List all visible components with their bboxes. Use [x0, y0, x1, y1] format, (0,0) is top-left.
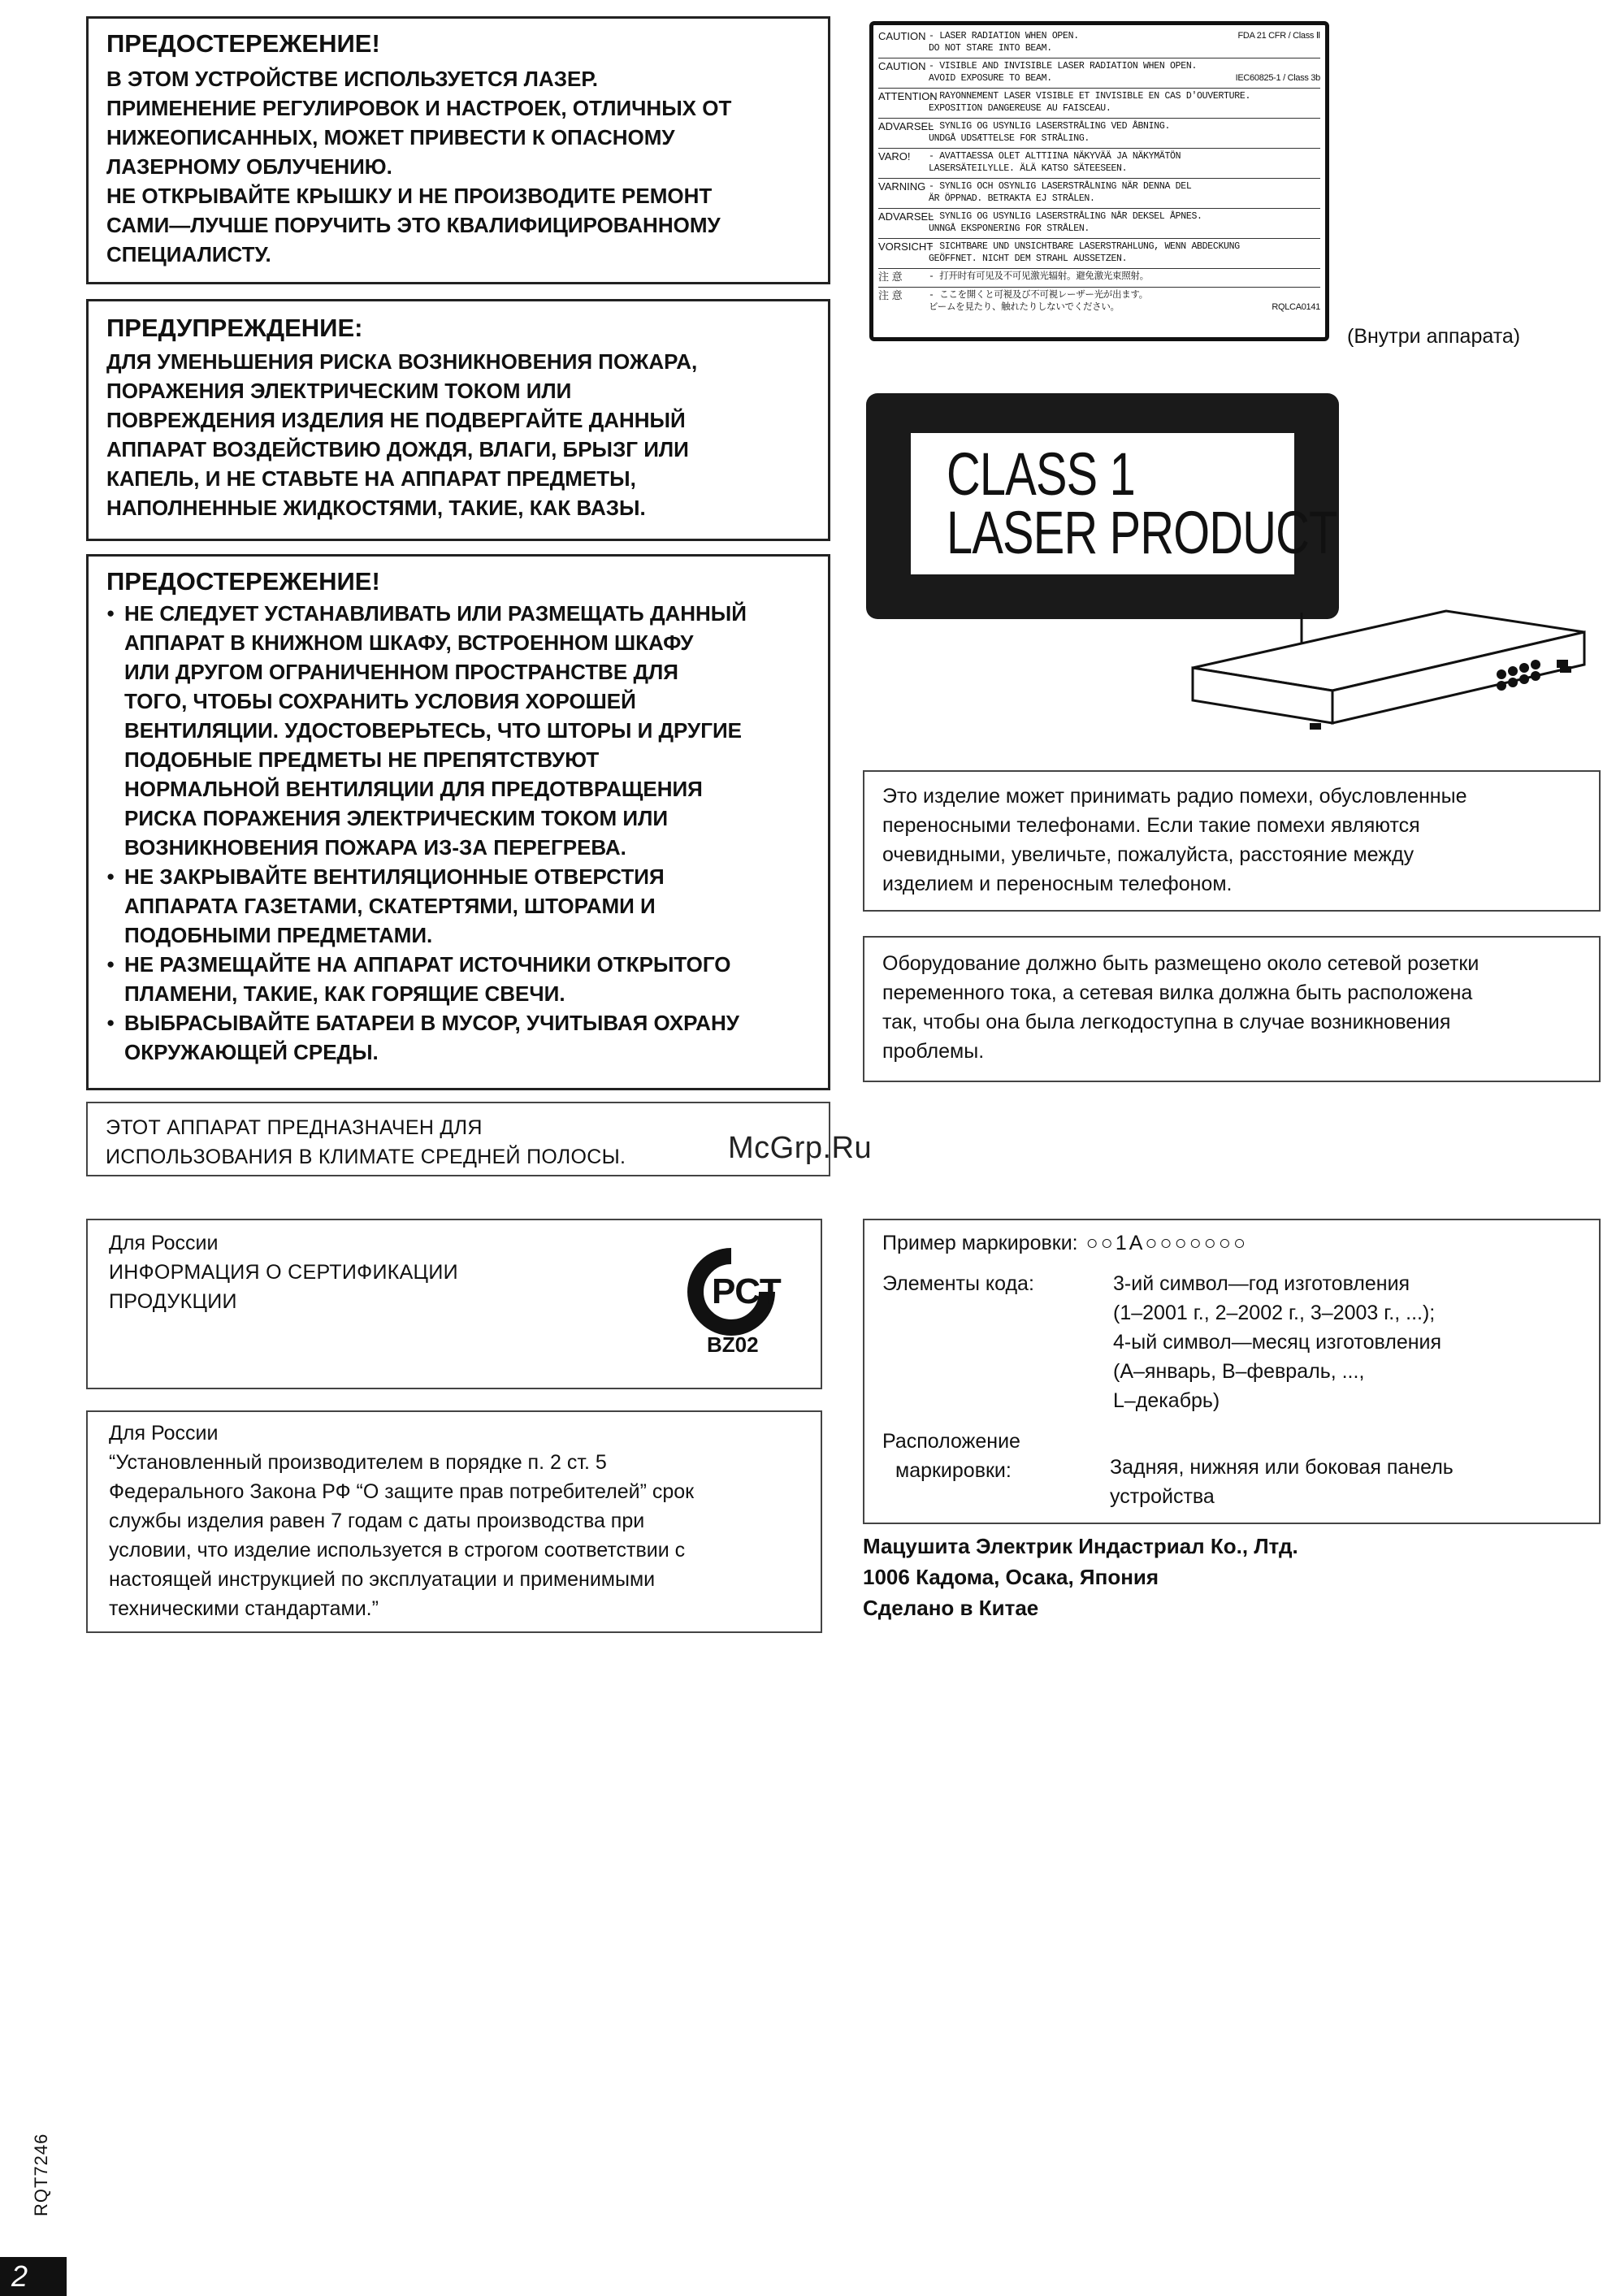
watermark: McGrp.Ru [728, 1131, 873, 1165]
laser-warning-label [869, 21, 1329, 341]
label-row: CAUTION FDA 21 CFR / Class Ⅱ - LASER RADIATION WHEN OPEN. DO NOT STARE INTO BEAM. [878, 28, 1320, 58]
socket-note: Оборудование должно быть размещено около сетевой розетки переменного тока, а сетевая вилка должна быть расположена так, чтобы она была легкодоступна в случае возникновения проблемы. [863, 936, 1601, 1082]
warning-title: ПРЕДУПРЕЖДЕНИЕ: [106, 314, 363, 342]
label-row: 注 意 - 打开时有可见及不可见激光辐射。避免激光束照射。 [878, 269, 1320, 288]
marking-box [863, 1219, 1601, 1524]
label-row: ATTENTION - RAYONNEMENT LASER VISIBLE ET INVISIBLE EN CAS D'OUVERTURE. EXPOSITION DANGEREUSE AU FAISCEAU. [878, 89, 1320, 119]
bullet-item: ● ВЫБРАСЫВАЙТЕ БАТАРЕИ В МУСОР, УЧИТЫВАЯ ОХРАНУ ОКРУЖАЮЩЕЙ СРЕДЫ. [106, 1008, 810, 1067]
warning-box-ventilation [86, 554, 830, 1090]
for-russia-label: Для России [109, 1232, 219, 1254]
label-row: ADVARSEL - SYNLIG OG USYNLIG LASERSTRÅLING VED ÅBNING. UNDGÅ UDSÆTTELSE FOR STRÅLING. [878, 119, 1320, 149]
bullet-item: ● НЕ ЗАКРЫВАЙТЕ ВЕНТИЛЯЦИОННЫЕ ОТВЕРСТИЯ АППАРАТА ГАЗЕТАМИ, СКАТЕРТЯМИ, ШТОРАМИ И ПОДОБНЫМИ ПРЕДМЕТАМИ. [106, 862, 810, 950]
label-row: 注 意 - ここを開くと可視及び不可視レーザー光が出ます。 ビームを見たり、触れたりしないでください。 RQLCA0141 [878, 289, 1320, 313]
bullet-item: ● НЕ РАЗМЕЩАЙТЕ НА АППАРАТ ИСТОЧНИКИ ОТКРЫТОГО ПЛАМЕНИ, ТАКИЕ, КАК ГОРЯЩИЕ СВЕЧИ. [106, 950, 810, 1008]
warning-box-fire [86, 299, 830, 541]
radio-interference-note: Это изделие может принимать радио помехи, обусловленные переносными телефонами. Если такие помехи являются очевидными, увеличьте, пожалуйста, расстояние между изделием и переносным телефоном. [863, 770, 1601, 912]
cert-code: BZ02 [707, 1332, 759, 1357]
label-row: VARO! - AVATTAESSA OLET ALTTIINA NÄKYVÄÄ JA NÄKYMÄTÖN LASERSÄTEILYLLE. ÄLÄ KATSO SÄTEESEEN. [878, 149, 1320, 179]
manufacturer-info: Мацушита Электрик Индастриал Ко., Лтд. 1006 Кадома, Осака, Япония Сделано в Китае [863, 1534, 1298, 1620]
rst-logo-svg [689, 1250, 782, 1334]
warning-bullets [106, 599, 810, 1067]
bullet-item: ● НЕ СЛЕДУЕТ УСТАНАВЛИВАТЬ ИЛИ РАЗМЕЩАТЬ ДАННЫЙ АППАРАТ В КНИЖНОМ ШКАФУ, ВСТРОЕННОМ ШКАФУ ИЛИ ДРУГОМ ОГРАНИЧЕННОМ ПРОСТРАНСТВЕ ДЛЯ ТОГО, ЧТОБЫ СОХРАНИТЬ УСЛОВИЯ ХОРОШЕЙ ВЕНТИЛЯЦИИ. УДОСТОВЕРЬТЕСЬ, ЧТО ШТОРЫ И ДРУГИЕ ПОДОБНЫЕ ПРЕДМЕТЫ НЕ ПРЕПЯТСТВУЮТ НОРМАЛЬНОЙ ВЕНТИЛЯЦИИ ДЛЯ ПРЕДОТВРАЩЕНИЯ РИСКА ПОРАЖЕНИЯ ЭЛЕКТРИЧЕСКИМ ТОКОМ ИЛИ ВОЗНИКНОВЕНИЯ ПОЖАРА ИЗ-ЗА ПЕРЕГРЕВА. [106, 599, 810, 862]
marking-elements: Элементы кода: 3-ий символ—год изготовления (1–2001 г., 2–2002 г., 3–2003 г., ...); 4-ый символ—месяц изготовления (A–январь, B–февраль, ..., L–декабрь) [882, 1272, 1442, 1412]
warning-box-laser [86, 16, 830, 284]
marking-example: Пример маркировки: ○○1A○○○○○○○ [882, 1232, 1249, 1254]
label-row: CAUTION - VISIBLE AND INVISIBLE LASER RADIATION WHEN OPEN. AVOID EXPOSURE TO BEAM. IEC60825-1 / Class 3b [878, 58, 1320, 89]
climate-note: ЭТОТ АППАРАТ ПРЕДНАЗНАЧЕН ДЛЯ ИСПОЛЬЗОВАНИЯ В КЛИМАТЕ СРЕДНЕЙ ПОЛОСЫ. [86, 1102, 830, 1176]
rst-logo-text: РСТ [712, 1271, 782, 1311]
inside-caption: (Внутри аппарата) [1347, 325, 1521, 348]
label-row: VORSICHT - SICHTBARE UND UNSICHTBARE LASERSTRAHLUNG, WENN ABDECKUNG GEÖFFNET. NICHT DEM STRAHL AUSSETZEN. [878, 239, 1320, 269]
warning-title: ПРЕДОСТЕРЕЖЕНИЕ! [106, 567, 380, 596]
for-russia-label: Для России [109, 1422, 219, 1445]
document-code: RQT7246 [31, 2133, 51, 2216]
label-row: VARNING - SYNLIG OCH OSYNLIG LASERSTRÅLNING NÄR DENNA DEL ÄR ÖPPNAD. BETRAKTA EJ STRÅLEN. [878, 179, 1320, 209]
warning-text: В ЭТОМ УСТРОЙСТВЕ ИСПОЛЬЗУЕТСЯ ЛАЗЕР. ПРИМЕНЕНИЕ РЕГУЛИРОВОК И НАСТРОЕК, ОТЛИЧНЫХ ОТ НИЖЕОПИСАННЫХ, МОЖЕТ ПРИВЕСТИ К ОПАСНОМУ ЛАЗЕРНОМУ ОБЛУЧЕНИЮ. НЕ ОТКРЫВАЙТЕ КРЫШКУ И НЕ ПРОИЗВОДИТЕ РЕМОНТ САМИ—ЛУЧШЕ ПОРУЧИТЬ ЭТО КВАЛИФИЦИРОВАННОМУ СПЕЦИАЛИСТУ. [106, 67, 732, 266]
marking-location: Расположение маркировки: Задняя, нижняя или боковая панель устройства [882, 1430, 1454, 1508]
warning-title: ПРЕДОСТЕРЕЖЕНИЕ! [106, 29, 380, 58]
warning-text: ДЛЯ УМЕНЬШЕНИЯ РИСКА ВОЗНИКНОВЕНИЯ ПОЖАРА, ПОРАЖЕНИЯ ЭЛЕКТРИЧЕСКИМ ТОКОМ ИЛИ ПОВРЕЖДЕНИЯ ИЗДЕЛИЯ НЕ ПОДВЕРГАЙТЕ ДАННЫЙ АППАРАТ ВОЗДЕЙСТВИЮ ДОЖДЯ, ВЛАГИ, БРЫЗГ ИЛИ КАПЕЛЬ, И НЕ СТАВЬТЕ НА АППАРАТ ПРЕДМЕТЫ, НАПОЛНЕННЫЕ ЖИДКОСТЯМИ, ТАКИЕ, КАК ВАЗЫ. [106, 349, 698, 520]
service-life-box: Для России “Установленный производителем в порядке п. 2 ст. 5 Федерального Закона РФ “О защите прав потребителей” срок службы изделия равен 7 годам с даты производства при условии, что изделие используется в строгом соответствии с настоящей инструкцией по эксплуатации и применимыми техническими стандартами.” [86, 1410, 822, 1633]
certification-box: Для России ИНФОРМАЦИЯ О СЕРТИФИКАЦИИ ПРОДУКЦИИ РСТ BZ02 [86, 1219, 822, 1389]
page-number: 2 [0, 2257, 67, 2296]
class1-line1: CLASS 1 [947, 440, 1135, 508]
class1-line2: LASER PRODUCT [947, 499, 1337, 566]
class1-laser-label [866, 393, 1339, 619]
rst-logo-icon [689, 1250, 782, 1334]
device-illustration [1186, 601, 1592, 747]
label-row: ADVARSEL - SYNLIG OG USYNLIG LASERSTRÅLING NÅR DEKSEL ÅPNES. UNNGÅ EKSPONERING FOR STRÅLEN. [878, 209, 1320, 239]
